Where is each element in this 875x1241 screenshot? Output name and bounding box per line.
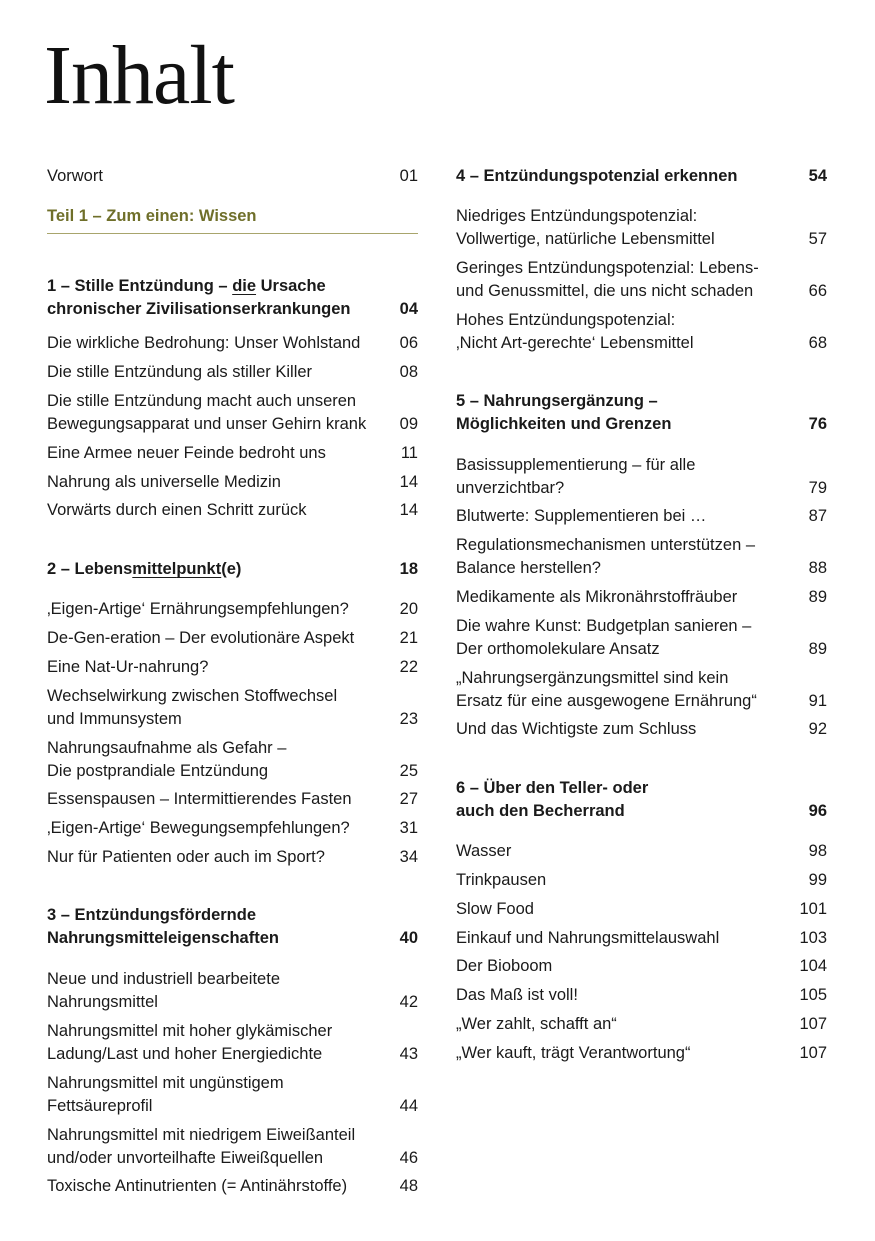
toc-entry[interactable] bbox=[47, 627, 418, 650]
toc-page-number: 08 bbox=[399, 363, 418, 381]
chapter-page-number: 18 bbox=[399, 560, 418, 578]
toc-entry-text: Hohes Entzündungspotenzial: bbox=[456, 311, 676, 329]
toc-entry-text: „Nahrungsergänzungsmittel sind kein bbox=[456, 669, 729, 687]
toc-entry-text: Wasser bbox=[456, 842, 512, 860]
toc-page-number: 14 bbox=[399, 501, 418, 519]
toc-entry-text: Regulationsmechanismen unterstützen – bbox=[456, 536, 756, 554]
toc-entry[interactable] bbox=[47, 968, 418, 1014]
toc-entry[interactable] bbox=[47, 737, 418, 783]
toc-page-number: 14 bbox=[399, 473, 418, 491]
chapter-heading-6[interactable] bbox=[456, 777, 827, 823]
toc-page-number: 46 bbox=[399, 1149, 418, 1167]
toc-page-number: 43 bbox=[399, 1045, 418, 1063]
toc-entry-text: „Wer zahlt, schafft an“ bbox=[456, 1015, 617, 1033]
toc-entry[interactable] bbox=[47, 656, 418, 679]
toc-entry-text: „Wer kauft, trägt Verantwortung“ bbox=[456, 1044, 691, 1062]
page-title: Inhalt bbox=[44, 29, 234, 122]
toc-page-number: 89 bbox=[808, 640, 827, 658]
toc-page-number: 92 bbox=[808, 720, 827, 738]
toc-entry-text: Medikamente als Mikronährstoffräuber bbox=[456, 588, 738, 606]
chapter-title-line: 6 – Über den Teller- oder bbox=[456, 779, 649, 797]
toc-entry-text: Und das Wichtigste zum Schluss bbox=[456, 720, 697, 738]
toc-entry-text: Eine Nat-Ur-nahrung? bbox=[47, 658, 209, 676]
toc-entry-text: Der orthomolekulare Ansatz bbox=[456, 640, 660, 658]
chapter-heading-1[interactable] bbox=[47, 275, 418, 321]
chapter-title-line: auch den Becherrand bbox=[456, 802, 625, 820]
toc-entry-text: ‚Eigen-Artige‘ Ernährungsempfehlungen? bbox=[47, 600, 349, 618]
toc-entry[interactable] bbox=[47, 817, 418, 840]
chapter-title-line: 3 – Entzündungsfördernde bbox=[47, 906, 257, 924]
toc-entry[interactable] bbox=[456, 718, 827, 741]
toc-page-number: 48 bbox=[399, 1177, 418, 1195]
toc-entry[interactable] bbox=[456, 869, 827, 892]
toc-entry-text: Vorwort bbox=[47, 167, 103, 185]
toc-page-number: 107 bbox=[799, 1044, 827, 1062]
toc-entry-text: Trinkpausen bbox=[456, 871, 547, 889]
chapter-heading-4[interactable] bbox=[456, 165, 827, 188]
toc-entry[interactable] bbox=[456, 534, 827, 580]
toc-entry-text: ‚Eigen-Artige‘ Bewegungsempfehlungen? bbox=[47, 819, 350, 837]
toc-entry-text: und/oder unvorteilhafte Eiweißquellen bbox=[47, 1149, 324, 1167]
toc-entry-text: Slow Food bbox=[456, 900, 534, 918]
toc-entry-text: Nahrungsmittel mit hoher glykämischer bbox=[47, 1022, 333, 1040]
toc-page-number: 91 bbox=[808, 692, 827, 710]
chapter-title-line: chronischer Zivilisationserkrankungen bbox=[47, 300, 351, 318]
toc-entry[interactable] bbox=[47, 788, 418, 811]
toc-entry[interactable] bbox=[456, 984, 827, 1007]
toc-page-number: 89 bbox=[808, 588, 827, 606]
toc-page-number: 57 bbox=[808, 230, 827, 248]
chapter-page-number: 54 bbox=[808, 167, 827, 185]
chapter-page-number: 96 bbox=[808, 802, 827, 820]
toc-entry-text: und Genussmittel, die uns nicht schaden bbox=[456, 282, 754, 300]
toc-entry-text: Vollwertige, natürliche Lebensmittel bbox=[456, 230, 715, 248]
toc-entry-text: Bewegungsapparat und unser Gehirn krank bbox=[47, 415, 367, 433]
toc-entry-text: Ladung/Last und hoher Energiedichte bbox=[47, 1045, 323, 1063]
toc-page-number: 103 bbox=[799, 929, 827, 947]
toc-page-number: 44 bbox=[399, 1097, 418, 1115]
toc-entry-text: Ersatz für eine ausgewogene Ernährung“ bbox=[456, 692, 757, 710]
toc-entry[interactable] bbox=[47, 361, 418, 384]
chapter-heading-5[interactable] bbox=[456, 390, 827, 436]
toc-entry[interactable] bbox=[47, 1124, 418, 1170]
toc-entry[interactable] bbox=[47, 442, 418, 465]
toc-entry-text: Balance herstellen? bbox=[456, 559, 601, 577]
toc-entry[interactable] bbox=[456, 505, 827, 528]
toc-entry-text: Das Maß ist voll! bbox=[456, 986, 578, 1004]
toc-entry[interactable] bbox=[456, 1013, 827, 1036]
toc-entry[interactable] bbox=[456, 309, 827, 355]
chapter-page-number: 40 bbox=[399, 929, 418, 947]
toc-entry[interactable] bbox=[47, 1072, 418, 1118]
toc-entry[interactable] bbox=[47, 1020, 418, 1066]
toc-page-number: 99 bbox=[808, 871, 827, 889]
toc-page-number: 34 bbox=[399, 848, 418, 866]
part-heading: Teil 1 – Zum einen: Wissen bbox=[47, 207, 257, 225]
toc-entry[interactable] bbox=[47, 390, 418, 436]
toc-entry-text: Nur für Patienten oder auch im Sport? bbox=[47, 848, 325, 866]
chapter-heading-3[interactable] bbox=[47, 904, 418, 950]
toc-entry-text: Neue und industriell bearbeitete bbox=[47, 970, 280, 988]
toc-page-number: 87 bbox=[808, 507, 827, 525]
toc-entry-text: ‚Nicht Art-gerechte‘ Lebensmittel bbox=[456, 334, 694, 352]
toc-entry-text: Nahrungsmittel mit niedrigem Eiweißanteil bbox=[47, 1126, 356, 1144]
toc-page-number: 23 bbox=[399, 710, 418, 728]
toc-page-number: 22 bbox=[399, 658, 418, 676]
toc-page-number: 105 bbox=[799, 986, 827, 1004]
toc-page-number: 107 bbox=[799, 1015, 827, 1033]
toc-entry[interactable] bbox=[456, 586, 827, 609]
chapter-heading-2[interactable] bbox=[47, 558, 418, 581]
toc-page-number: 20 bbox=[399, 600, 418, 618]
toc-entry-text: Die postprandiale Entzündung bbox=[47, 762, 269, 780]
toc-page-number: 68 bbox=[808, 334, 827, 352]
toc-entry[interactable] bbox=[47, 471, 418, 494]
toc-entry-vorwort[interactable] bbox=[47, 165, 418, 188]
toc-page-number: 98 bbox=[808, 842, 827, 860]
toc-entry-text: Nahrungsmittel bbox=[47, 993, 158, 1011]
toc-entry-text: Die wahre Kunst: Budgetplan sanieren – bbox=[456, 617, 752, 635]
toc-page-number: 42 bbox=[399, 993, 418, 1011]
toc-entry-text: Wechselwirkung zwischen Stoffwechsel bbox=[47, 687, 338, 705]
toc-entry[interactable] bbox=[456, 1042, 827, 1065]
toc-entry-text: Blutwerte: Supplementieren bei … bbox=[456, 507, 707, 525]
toc-entry-text: Geringes Entzündungspotenzial: Lebens- bbox=[456, 259, 759, 277]
toc-entry-text: De-Gen-eration – Der evolutionäre Aspekt bbox=[47, 629, 355, 647]
toc-entry-text: Einkauf und Nahrungsmittelauswahl bbox=[456, 929, 720, 947]
toc-entry-text: Der Bioboom bbox=[456, 957, 553, 975]
toc-entry[interactable] bbox=[47, 1175, 418, 1198]
toc-page-number: 11 bbox=[400, 444, 418, 462]
toc-entry[interactable] bbox=[456, 667, 827, 713]
toc-entry-text: Toxische Antinutrienten (= Antinährstoffe) bbox=[47, 1177, 348, 1195]
toc-page-number: 101 bbox=[799, 900, 827, 918]
toc-entry[interactable] bbox=[456, 840, 827, 863]
chapter-title-line: 1 – Stille Entzündung – die Ursache bbox=[47, 277, 326, 295]
chapter-title-line: 2 – Lebensmittelpunkt(e) bbox=[47, 560, 242, 578]
toc-entry[interactable] bbox=[456, 955, 827, 978]
toc-entry[interactable] bbox=[456, 257, 827, 303]
chapter-page-number: 76 bbox=[808, 415, 827, 433]
toc-entry-text: Nahrung als universelle Medizin bbox=[47, 473, 281, 491]
toc-page-number: 88 bbox=[808, 559, 827, 577]
chapter-title-line: Nahrungsmitteleigenschaften bbox=[47, 929, 279, 947]
toc-page-number: 09 bbox=[399, 415, 418, 433]
toc-page-number: 25 bbox=[399, 762, 418, 780]
toc-entry-text: Vorwärts durch einen Schritt zurück bbox=[47, 501, 307, 519]
toc-page-number: 01 bbox=[399, 167, 418, 185]
toc-entry[interactable] bbox=[456, 898, 827, 921]
toc-entry-text: Nahrungsmittel mit ungünstigem bbox=[47, 1074, 284, 1092]
toc-entry-text: und Immunsystem bbox=[47, 710, 182, 728]
toc-entry-text: Fettsäureprofil bbox=[47, 1097, 153, 1115]
toc-page-number: 27 bbox=[399, 790, 418, 808]
toc-entry-text: Die stille Entzündung macht auch unseren bbox=[47, 392, 357, 410]
toc-entry[interactable] bbox=[456, 454, 827, 500]
toc-entry[interactable] bbox=[47, 499, 418, 522]
toc-entry-text: unverzichtbar? bbox=[456, 479, 565, 497]
chapter-page-number: 04 bbox=[399, 300, 418, 318]
toc-entry-text: Nahrungsaufnahme als Gefahr – bbox=[47, 739, 287, 757]
toc-page-number: 104 bbox=[799, 957, 827, 975]
toc-page-number: 66 bbox=[808, 282, 827, 300]
toc-page-number: 31 bbox=[399, 819, 418, 837]
toc-page-number: 21 bbox=[399, 629, 418, 647]
toc-entry[interactable] bbox=[47, 332, 418, 355]
toc-entry-text: Essenspausen – Intermittierendes Fasten bbox=[47, 790, 352, 808]
toc-entry[interactable] bbox=[456, 927, 827, 950]
toc-entry[interactable] bbox=[47, 685, 418, 731]
toc-page-number: 79 bbox=[808, 479, 827, 497]
toc-entry[interactable] bbox=[47, 598, 418, 621]
chapter-title-line: 5 – Nahrungsergänzung – bbox=[456, 392, 658, 410]
toc-entry[interactable] bbox=[456, 205, 827, 251]
toc-entry[interactable] bbox=[456, 615, 827, 661]
toc-page-number: 06 bbox=[399, 334, 418, 352]
toc-entry-text: Eine Armee neuer Feinde bedroht uns bbox=[47, 444, 326, 462]
toc-entry-text: Basissupplementierung – für alle bbox=[456, 456, 696, 474]
toc-entry[interactable] bbox=[47, 846, 418, 869]
toc-entry-text: Die stille Entzündung als stiller Killer bbox=[47, 363, 313, 381]
toc-entry-text: Die wirkliche Bedrohung: Unser Wohlstand bbox=[47, 334, 361, 352]
part-divider bbox=[47, 233, 418, 234]
chapter-title-line: 4 – Entzündungspotenzial erkennen bbox=[456, 167, 738, 185]
chapter-title-line: Möglichkeiten und Grenzen bbox=[456, 415, 672, 433]
toc-entry-text: Niedriges Entzündungspotenzial: bbox=[456, 207, 698, 225]
